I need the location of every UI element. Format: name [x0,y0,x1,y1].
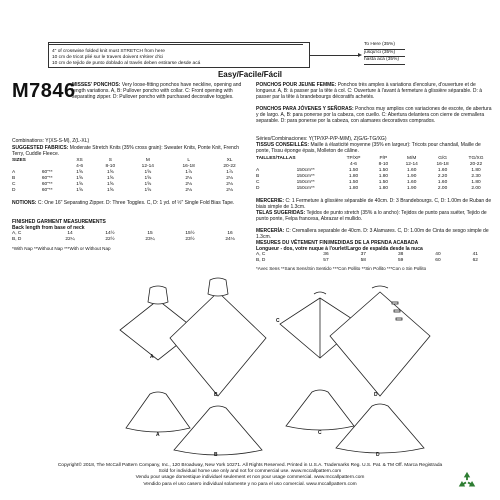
table-cell: 2.30 [471,174,481,179]
french-description [256,82,492,100]
footer-line: Sold for individual home use only and not for commercial use. www.mccallpattern.com [158,469,342,475]
table-cell: 1⅝ [144,188,152,193]
desc-text: Very loose-fitting ponchos have neckline, opening and length variations. A, B: Pullover poncho with collar. C: Front opening with separating zipper. D: Pullover poncho with purchased decorative toggles. [72,82,242,100]
table-cell: 12-14 [405,162,418,167]
combinations-en: Combinations: Y(XS-S-M), Z(L-XL) [12,138,90,144]
table-cell: 14 [67,231,73,236]
desc-title-es: PONCHOS PARA JÓVENES Y SEÑORAS: [256,106,354,112]
merceria-es [256,228,492,240]
table-cell: SIZES [12,158,26,163]
table-cell: A [12,170,16,175]
table-cell: 1.80 [471,180,481,185]
table-cell: 14½ [105,231,115,236]
table-cell: 1⅝ [144,170,152,175]
fabrics-title: SUGGESTED FABRICS: [12,145,69,151]
table-cell: 150cm** [296,186,315,191]
table-cell: 150cm** [296,168,315,173]
table-cell: A, C [12,231,22,236]
drawing-b-back [174,406,262,455]
desc-text-fr: Ponchos très amples à variations d'encolure, d'ouverture et de longueur. A, B: à passer par la tête à col. C: Ouverture à l'avant à fermeture à glissière séparable. D: à passer par la tête à brandebourgs décoratifs achetés. [256,82,483,100]
label-d: D [374,392,378,398]
table-cell: 1.80 [471,168,481,173]
table-cell: XL [226,158,233,163]
mercerie-fr [256,198,492,210]
table-cell: B, D [12,237,22,242]
mercerie-text: C: 1 Fermeture à glissière séparable de 40cm. D: 3 Brandebourgs. C, D: 1.00m de Ruban de biais simple de 1.3cm. [256,198,492,210]
table-cell: L [187,158,190,163]
table-cell: 22½ [105,237,115,242]
table-cell: 20-22 [469,162,483,167]
telas-title: TELAS SUGERIDAS: [256,210,306,216]
table-cell: 60"** [41,182,53,187]
yardage-table-fr [254,156,494,192]
finished-measure-table-fr [254,252,494,264]
footnote-fr: *Avec Sens **Sans Sens/Sin Sentido ***Con Pollito **Sin Pollito ***Con o Sin Pollito [256,266,427,271]
gauge-line-fr: 10 cm de tricot plié sur le travers doivent s'étirer d'ici [52,55,164,60]
table-row [254,186,494,192]
table-cell: 1.50 [348,180,359,185]
english-description [72,82,252,100]
table-cell: 150cm** [296,174,315,179]
table-cell: M/M [407,156,417,161]
merceria-title: MERCERÍA: [256,228,285,234]
table-cell: 2⅛ [226,188,233,193]
merceria-text: C: Cremallera separable de 40cm. D: 3 Alamares. C, D: 1.00m de Cinta de sesgo simple de 1.3cm. [256,228,489,240]
gauge-arrow [310,55,360,56]
table-cell: 1⅞ [226,170,233,175]
table-cell: 62 [472,258,478,263]
table-cell: 2⅛ [226,176,233,181]
drawing-a-back [126,392,190,432]
table-cell: B [12,176,16,181]
table-cell: 15 [147,231,153,236]
table-cell: 1.60 [437,168,448,173]
copyright-footer [0,463,500,488]
table-cell: 1.80 [348,186,359,191]
table-cell: 1.50 [378,180,389,185]
table-cell: 16-18 [182,164,195,169]
table-cell: TAILLES/TALLAS [256,156,296,161]
label-c: C [276,318,280,324]
table-cell: 60"** [41,170,53,175]
table-cell: 4-6 [350,162,357,167]
table-cell: 57 [323,258,329,263]
footnote-en: *With Nap **Without Nap ***With or Without Nap [12,246,111,251]
table-cell: 37 [360,252,366,257]
drawing-d-front [330,286,430,396]
gauge-targets [364,42,405,65]
fabrics-en [12,145,252,157]
table-cell: 59 [397,258,404,263]
table-cell: 1⅝ [76,170,83,175]
table-cell: 60"** [41,188,53,193]
table-cell: 1⅝ [144,176,152,181]
table-cell: 1⅝ [76,182,83,187]
finished-title-fr: MESURES DU VÊTEMENT FINI/MEDIDAS DE LA PRENDA ACABADA [256,240,419,246]
gauge-ruler [48,44,303,45]
table-cell: C [256,180,260,185]
drawing-d-back [336,404,424,453]
mercerie-title: MERCERIE: [256,198,285,204]
desc-text-es: Ponchos muy amplios con variaciones de escote, de abertura y de largo. A, B: para ponerse por la cabeza, con cuello. C: Abertura delantera con cierre de cremallera separable. D: para ponerse por la cabeza, con alamares decorativos comprados. [256,106,492,124]
drawing-c-back [286,390,354,430]
desc-title: MISSES' PONCHOS: [72,82,121,88]
table-cell: 23¼ [145,237,155,242]
table-cell: 8-10 [105,164,116,169]
table-cell: 1⅝ [76,188,83,193]
back-length-fr: Longueur - dos, votre nuque à l'ourlet/Largo de espalda desde la nuca [256,246,423,252]
table-cell: TP/XP [346,156,361,161]
table-cell: B [256,174,260,179]
table-cell: P/P [379,156,388,161]
telas-es [256,210,492,222]
table-cell: 60 [435,258,441,263]
table-cell: A [256,168,260,173]
table-cell: 2⅛ [185,188,192,193]
table-cell: 1.80 [378,174,389,179]
label-b-back: B [214,452,218,458]
table-cell: B, D [256,258,266,263]
table-cell: S [108,158,112,163]
back-length-en: Back length from base of neck [12,225,85,231]
table-cell: 60"** [41,176,53,181]
table-cell: D [256,186,260,191]
table-row [10,237,250,243]
fabrics-text-fr: Maille à élasticité moyenne (35% en largeur): Tricots pour chandail, Maille de ponte, Tissu éponge épais, Molleton de câline. [256,142,481,154]
table-cell: 15½ [185,231,195,236]
recycle-icon [456,470,478,492]
table-cell: 58 [360,258,366,263]
table-cell: 2.20 [437,174,448,179]
notions-text: C: One 16" Separating Zipper. D: Three Toggles. C, D: 1 yd. of ½" Single Fold Bias Tape. [37,200,235,206]
table-cell: TG/XG [468,156,484,161]
table-cell: 24⅛ [225,237,235,242]
table-cell: 12-14 [141,164,154,169]
footer-line: Vendu pour usage domestique individuel seulement et non pour usage commercial. www.mccallpattern.com [135,475,365,481]
table-cell: 23½ [185,237,195,242]
fabrics-title-fr: TISSUS CONSEILLÉS: [256,142,310,148]
gauge-target-en: To Here (35%) [364,42,405,50]
label-a: A [150,354,154,360]
table-cell: 16-18 [436,162,449,167]
table-cell: 1⅝ [106,182,114,187]
table-cell: 2.00 [437,186,448,191]
table-cell: 1.80 [348,174,359,179]
table-cell: C [12,182,16,187]
table-cell: 16 [227,231,233,236]
label-a-back: A [156,432,160,438]
table-cell: 4-6 [76,164,83,169]
gauge-target-es: hasta acá (35%) [364,57,405,65]
finished-title-en: FINISHED GARMENT MEASUREMENTS [12,219,106,225]
gauge-line-es: 10 cm de tejido de punto doblado al través deben estirarse desde acá [52,61,201,66]
label-b: B [214,392,218,398]
table-cell: 36 [323,252,329,257]
notions-title: NOTIONS: [12,200,37,206]
table-cell: 40 [435,252,441,257]
table-cell: 1.50 [348,168,359,173]
table-cell: 22¼ [65,237,75,242]
table-cell: M [145,158,150,163]
notions-en [12,200,252,206]
table-cell: 2⅛ [185,182,192,187]
table-cell: 38 [397,252,404,257]
label-d-back: D [376,452,380,458]
stretch-gauge [48,42,430,68]
table-cell: 2⅛ [185,176,192,181]
table-cell: 1.90 [407,186,417,191]
table-cell: G/G [438,156,447,161]
table-cell: 1⅝ [76,176,83,181]
table-cell: 1⅝ [144,182,152,187]
table-cell: D [12,188,16,193]
gauge-target-fr: jusqu'ici (35%) [364,50,405,58]
finished-measure-table-en [10,231,250,243]
table-cell: XS [76,158,83,163]
yardage-table-en [10,158,250,194]
table-cell: 2.00 [471,186,481,191]
table-cell: 41 [472,252,478,257]
spanish-description [256,106,492,124]
desc-title-fr: PONCHOS POUR JEUNE FEMME: [256,82,337,88]
fabrics-text: Moderate Stretch Knits (35% cross grain): Sweater Knits, Ponte Knit, French Terry, Cuddle Fleece. [12,145,240,157]
table-cell: 1.60 [407,180,417,185]
difficulty-header: Easy/Facile/Fácil [217,70,283,79]
table-cell: 1.60 [437,180,448,185]
table-cell: 1.50 [378,168,389,173]
table-cell: 1.60 [407,168,417,173]
fabrics-fr [256,142,492,154]
table-row [10,188,250,194]
combinations-fr: Séries/Combinaciones: Y(TP/XP-P/P-M/M), Z(G/G-TG/XG) [256,136,387,142]
label-c-back: C [318,430,322,436]
gauge-line-en: 4" of crosswise folded knit must STRETCH from here [52,49,165,54]
table-cell: 1⅞ [185,170,192,175]
table-cell: 1.90 [407,174,417,179]
technical-drawings [0,268,500,458]
pattern-number: M7846 [12,80,76,102]
table-cell: 20-22 [223,164,236,169]
drawing-b-front [170,278,266,396]
table-cell: 1⅝ [106,188,114,193]
table-cell: A, C [256,252,266,257]
table-row [254,258,494,264]
table-cell: 1⅝ [106,170,114,175]
table-cell: 2⅛ [226,182,233,187]
footer-line: Vendido para el uso casero individual solamente y no para el uso comercial. www.mccallpattern.com [143,481,357,487]
table-cell: 150cm** [296,180,315,185]
table-cell: 1⅝ [106,176,114,181]
table-cell: 8-10 [378,162,389,167]
footer-line: Copyright© 2018, The McCall Pattern Company, Inc., 120 Broadway, New York 10271. All Rights Reserved. Printed in U.S.A. Trademarks Reg. U.S. Pat. & TM Off. Marca Registrada [57,463,443,468]
telas-text: Tejidos de punto stretch (35% a lo ancho): Tejidos de punto para suéter, Tejido de punto ponte, Felpa francesa, Abrazar el mullido. [256,210,487,222]
table-cell: 1.80 [378,186,389,191]
